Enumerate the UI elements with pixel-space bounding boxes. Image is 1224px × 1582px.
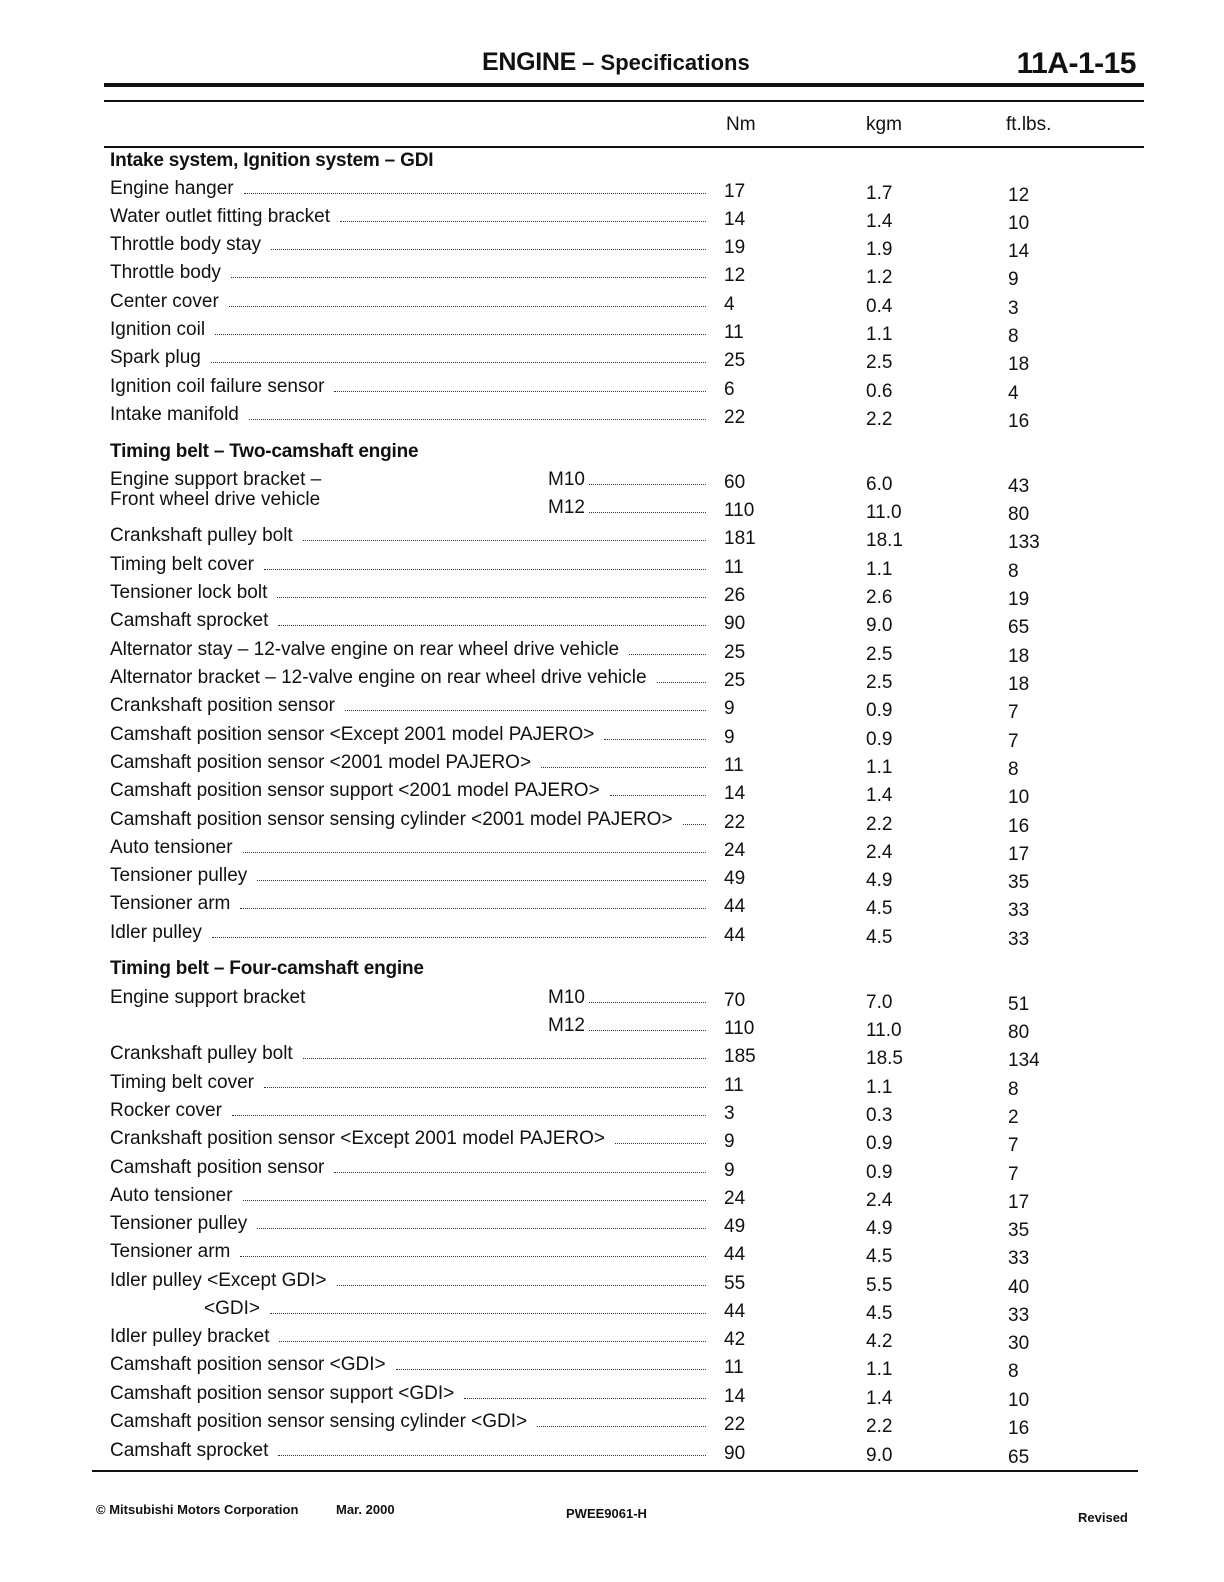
page-title xyxy=(482,48,750,77)
value-nm: 4 xyxy=(724,294,735,315)
spec-row xyxy=(0,724,1224,752)
dot-leader xyxy=(589,512,706,513)
value-ft: 18 xyxy=(1008,646,1030,667)
value-kgm: 7.0 xyxy=(866,992,893,1013)
spec-label: Alternator bracket – 12-valve engine on rear wheel drive vehicle xyxy=(110,667,647,688)
dot-leader xyxy=(231,277,706,278)
dot-leader xyxy=(212,937,706,938)
dot-leader xyxy=(264,569,706,570)
footer-status: Revised xyxy=(1078,1510,1128,1525)
value-nm: 55 xyxy=(724,1273,746,1294)
value-nm: 9 xyxy=(724,1131,735,1152)
value-kgm: 11.0 xyxy=(866,1020,902,1041)
col-header-nm: Nm xyxy=(726,114,756,135)
spec-label: Center cover xyxy=(110,291,219,312)
dot-leader xyxy=(604,739,706,740)
value-nm: 44 xyxy=(724,1244,746,1265)
title-main: ENGINE xyxy=(482,48,577,76)
spec-row xyxy=(0,291,1224,319)
value-kgm: 2.6 xyxy=(866,587,893,608)
header-rule-thin xyxy=(104,100,1144,102)
spec-row xyxy=(0,1100,1224,1128)
value-nm: 11 xyxy=(724,322,744,343)
value-nm: 24 xyxy=(724,1188,746,1209)
spec-label: Crankshaft position sensor <Except 2001 model PAJERO> xyxy=(110,1128,605,1149)
dot-leader xyxy=(345,710,706,711)
value-ft: 8 xyxy=(1008,759,1019,780)
spec-row xyxy=(0,1213,1224,1241)
spec-row xyxy=(0,667,1224,695)
value-ft: 65 xyxy=(1008,1447,1030,1468)
value-kgm: 2.5 xyxy=(866,352,893,373)
value-ft: 7 xyxy=(1008,731,1019,752)
spec-label: Throttle body xyxy=(110,262,221,283)
dot-leader xyxy=(303,1058,706,1059)
spec-row xyxy=(0,497,1224,525)
value-kgm: 2.4 xyxy=(866,842,893,863)
spec-row xyxy=(0,639,1224,667)
spec-row xyxy=(0,262,1224,290)
bolt-size-label: M12 xyxy=(548,1015,585,1036)
dot-leader xyxy=(396,1369,706,1370)
label-line: Engine support bracket – xyxy=(110,469,322,490)
spec-label: Alternator stay – 12-valve engine on rear wheel drive vehicle xyxy=(110,639,620,660)
value-kgm: 11.0 xyxy=(866,502,902,523)
spec-row xyxy=(0,780,1224,808)
value-kgm: 4.9 xyxy=(866,1218,893,1239)
value-ft: 10 xyxy=(1008,1390,1030,1411)
spec-row xyxy=(0,1072,1224,1100)
value-ft: 16 xyxy=(1008,411,1030,432)
value-ft: 8 xyxy=(1008,1079,1019,1100)
value-kgm: 0.3 xyxy=(866,1105,893,1126)
value-nm: 19 xyxy=(724,237,746,258)
spec-label: Camshaft position sensor <Except 2001 model PAJERO> xyxy=(110,724,595,745)
value-kgm: 1.1 xyxy=(866,1077,893,1098)
spec-label: Auto tensioner xyxy=(110,1185,233,1206)
footer-copyright: © Mitsubishi Motors Corporation xyxy=(96,1502,299,1517)
spec-row xyxy=(0,1270,1224,1298)
value-nm: 11 xyxy=(724,755,744,776)
dot-leader xyxy=(243,1200,706,1201)
value-ft: 35 xyxy=(1008,872,1030,893)
spec-row xyxy=(0,582,1224,610)
section-title-four-camshaft: Timing belt – Four-camshaft engine xyxy=(110,958,424,979)
spec-row xyxy=(0,922,1224,950)
value-nm: 22 xyxy=(724,1414,746,1435)
spec-row xyxy=(0,1185,1224,1213)
spec-label: Auto tensioner xyxy=(110,837,233,858)
value-kgm: 1.4 xyxy=(866,1388,893,1409)
value-ft: 16 xyxy=(1008,816,1030,837)
value-ft: 7 xyxy=(1008,1164,1019,1185)
value-kgm: 1.1 xyxy=(866,324,893,345)
dot-leader xyxy=(589,1030,706,1031)
value-nm: 22 xyxy=(724,812,746,833)
spec-row xyxy=(0,1043,1224,1071)
value-nm: 42 xyxy=(724,1329,746,1350)
spec-label: Rocker cover xyxy=(110,1100,222,1121)
dot-leader xyxy=(278,625,706,626)
value-nm: 26 xyxy=(724,585,746,606)
bolt-size-label: M12 xyxy=(548,497,585,518)
dot-leader xyxy=(257,880,706,881)
dot-leader xyxy=(249,419,706,420)
dot-leader xyxy=(303,540,706,541)
label-line: Front wheel drive vehicle xyxy=(110,489,321,510)
value-ft: 80 xyxy=(1008,1022,1030,1043)
value-kgm: 1.4 xyxy=(866,211,893,232)
value-ft: 9 xyxy=(1008,269,1019,290)
spec-label: Crankshaft pulley bolt xyxy=(110,525,293,546)
value-ft: 7 xyxy=(1008,1135,1019,1156)
value-kgm: 0.6 xyxy=(866,381,893,402)
value-kgm: 0.9 xyxy=(866,1162,893,1183)
dot-leader xyxy=(240,908,706,909)
spec-label: Spark plug xyxy=(110,347,201,368)
value-kgm: 2.2 xyxy=(866,409,893,430)
spec-row xyxy=(0,893,1224,921)
spec-label: Camshaft position sensor sensing cylinder <GDI> xyxy=(110,1411,528,1432)
value-ft: 8 xyxy=(1008,326,1019,347)
dot-leader xyxy=(610,795,706,796)
spec-row xyxy=(0,404,1224,432)
value-ft: 33 xyxy=(1008,1305,1030,1326)
dot-leader xyxy=(243,852,706,853)
section-title-intake: Intake system, Ignition system – GDI xyxy=(110,150,434,171)
value-nm: 22 xyxy=(724,407,746,428)
value-kgm: 1.1 xyxy=(866,559,893,580)
value-nm: 181 xyxy=(724,528,756,549)
dot-leader xyxy=(211,362,706,363)
dot-leader xyxy=(215,334,706,335)
value-kgm: 4.2 xyxy=(866,1331,893,1352)
value-nm: 11 xyxy=(724,1357,744,1378)
value-kgm: 2.5 xyxy=(866,672,893,693)
spec-row xyxy=(0,1157,1224,1185)
value-kgm: 1.2 xyxy=(866,267,893,288)
value-ft: 40 xyxy=(1008,1277,1030,1298)
dot-leader xyxy=(629,654,706,655)
spec-row xyxy=(0,1015,1224,1043)
value-kgm: 4.5 xyxy=(866,1303,893,1324)
value-ft: 8 xyxy=(1008,561,1019,582)
value-ft: 17 xyxy=(1008,1192,1030,1213)
value-kgm: 2.5 xyxy=(866,644,893,665)
value-nm: 90 xyxy=(724,1443,746,1464)
dot-leader xyxy=(334,1172,706,1173)
bolt-size-label: M10 xyxy=(548,987,585,1008)
value-ft: 33 xyxy=(1008,900,1030,921)
spec-label: Camshaft sprocket xyxy=(110,610,269,631)
spec-row xyxy=(0,610,1224,638)
value-ft: 8 xyxy=(1008,1361,1019,1382)
value-nm: 110 xyxy=(724,500,755,521)
spec-row xyxy=(0,695,1224,723)
dot-leader xyxy=(271,249,706,250)
spec-row xyxy=(0,469,1224,497)
value-nm: 9 xyxy=(724,698,735,719)
section-title-two-camshaft: Timing belt – Two-camshaft engine xyxy=(110,441,419,462)
dot-leader xyxy=(278,1455,706,1456)
dot-leader xyxy=(541,767,706,768)
value-ft: 43 xyxy=(1008,476,1030,497)
spec-label: Crankshaft pulley bolt xyxy=(110,1043,293,1064)
spec-label: Camshaft position sensor xyxy=(110,1157,325,1178)
table-bottom-rule xyxy=(92,1470,1138,1472)
value-nm: 9 xyxy=(724,1160,735,1181)
value-nm: 49 xyxy=(724,1216,746,1237)
spec-label: Throttle body stay xyxy=(110,234,262,255)
value-ft: 12 xyxy=(1008,185,1030,206)
page-number: 11A-1-15 xyxy=(1016,47,1136,80)
value-kgm: 1.9 xyxy=(866,239,893,260)
value-nm: 12 xyxy=(724,265,746,286)
spec-row xyxy=(0,1383,1224,1411)
value-kgm: 0.9 xyxy=(866,700,893,721)
value-ft: 14 xyxy=(1008,241,1030,262)
value-ft: 3 xyxy=(1008,298,1019,319)
value-nm: 14 xyxy=(724,1386,746,1407)
value-kgm: 2.2 xyxy=(866,1416,893,1437)
dot-leader xyxy=(334,391,706,392)
dot-leader xyxy=(683,824,706,825)
spec-label: Ignition coil xyxy=(110,319,206,340)
value-ft: 18 xyxy=(1008,674,1030,695)
value-nm: 44 xyxy=(724,925,746,946)
value-ft: 10 xyxy=(1008,213,1030,234)
spec-label: Tensioner arm xyxy=(110,893,231,914)
value-kgm: 5.5 xyxy=(866,1275,893,1296)
value-kgm: 1.1 xyxy=(866,757,893,778)
title-separator: – xyxy=(576,50,601,75)
value-kgm: 1.1 xyxy=(866,1359,893,1380)
value-nm: 6 xyxy=(724,379,735,400)
spec-row xyxy=(0,206,1224,234)
dot-leader xyxy=(264,1087,706,1088)
dot-leader xyxy=(229,306,706,307)
spec-label: Crankshaft position sensor xyxy=(110,695,335,716)
value-ft: 35 xyxy=(1008,1220,1030,1241)
value-nm: 44 xyxy=(724,1301,746,1322)
dot-leader xyxy=(589,1002,706,1003)
value-kgm: 1.4 xyxy=(866,785,893,806)
spec-label: Engine support bracket xyxy=(110,987,306,1008)
value-kgm: 0.9 xyxy=(866,1133,893,1154)
dot-leader xyxy=(589,484,706,485)
dot-leader xyxy=(270,1313,706,1314)
value-ft: 18 xyxy=(1008,354,1030,375)
value-ft: 133 xyxy=(1008,532,1040,553)
spec-row xyxy=(0,319,1224,347)
spec-row xyxy=(0,1241,1224,1269)
spec-row xyxy=(0,178,1224,206)
spec-row xyxy=(0,554,1224,582)
dot-leader xyxy=(537,1426,706,1427)
value-kgm: 6.0 xyxy=(866,474,893,495)
spec-label: Camshaft sprocket xyxy=(110,1440,269,1461)
value-kgm: 9.0 xyxy=(866,615,893,636)
dot-leader xyxy=(615,1143,706,1144)
spec-row xyxy=(0,1298,1224,1326)
value-ft: 7 xyxy=(1008,702,1019,723)
value-ft: 134 xyxy=(1008,1050,1040,1071)
value-nm: 17 xyxy=(724,181,746,202)
spec-row xyxy=(0,987,1224,1015)
value-ft: 51 xyxy=(1008,994,1030,1015)
value-nm: 14 xyxy=(724,783,746,804)
spec-label: Tensioner lock bolt xyxy=(110,582,268,603)
spec-row xyxy=(0,752,1224,780)
value-kgm: 4.5 xyxy=(866,898,893,919)
value-nm: 24 xyxy=(724,840,746,861)
value-kgm: 0.9 xyxy=(866,729,893,750)
value-ft: 10 xyxy=(1008,787,1030,808)
spec-row xyxy=(0,1354,1224,1382)
value-kgm: 1.7 xyxy=(866,183,893,204)
value-nm: 3 xyxy=(724,1103,735,1124)
value-nm: 11 xyxy=(724,1075,744,1096)
value-nm: 60 xyxy=(724,472,746,493)
value-ft: 17 xyxy=(1008,844,1030,865)
value-kgm: 18.5 xyxy=(866,1048,903,1069)
value-nm: 25 xyxy=(724,642,746,663)
value-kgm: 4.9 xyxy=(866,870,893,891)
spec-row xyxy=(0,1326,1224,1354)
spec-row xyxy=(0,865,1224,893)
spec-label: Timing belt cover xyxy=(110,1072,254,1093)
value-kgm: 2.4 xyxy=(866,1190,893,1211)
dot-leader xyxy=(337,1285,706,1286)
value-nm: 185 xyxy=(724,1046,756,1067)
spec-row xyxy=(0,234,1224,262)
spec-label: Tensioner pulley xyxy=(110,865,248,886)
spec-label: Idler pulley xyxy=(110,922,202,943)
spec-label: Camshaft position sensor <2001 model PAJERO> xyxy=(110,752,532,773)
value-kgm: 0.4 xyxy=(866,296,893,317)
value-ft: 80 xyxy=(1008,504,1030,525)
spec-row xyxy=(0,347,1224,375)
footer-code: PWEE9061-H xyxy=(566,1506,647,1521)
spec-label: Camshaft position sensor support <2001 model PAJERO> xyxy=(110,780,600,801)
spec-row xyxy=(0,525,1224,553)
title-sub: Specifications xyxy=(600,50,750,75)
value-ft: 33 xyxy=(1008,929,1030,950)
dot-leader xyxy=(277,597,706,598)
value-kgm: 4.5 xyxy=(866,927,893,948)
value-nm: 25 xyxy=(724,670,746,691)
value-kgm: 18.1 xyxy=(866,530,903,551)
col-header-ftlbs: ft.lbs. xyxy=(1006,114,1052,135)
spec-row xyxy=(0,376,1224,404)
dot-leader xyxy=(340,221,706,222)
col-header-kgm: kgm xyxy=(866,114,902,135)
dot-leader xyxy=(232,1115,706,1116)
spec-label: Camshaft position sensor sensing cylinder <2001 model PAJERO> xyxy=(110,809,673,830)
spec-label: Camshaft position sensor support <GDI> xyxy=(110,1383,455,1404)
spec-label: Intake manifold xyxy=(110,404,239,425)
spec-label: <GDI> xyxy=(204,1298,260,1319)
spec-label: Camshaft position sensor <GDI> xyxy=(110,1354,386,1375)
spec-label: Timing belt cover xyxy=(110,554,254,575)
value-nm: 14 xyxy=(724,209,746,230)
value-nm: 90 xyxy=(724,613,746,634)
value-ft: 2 xyxy=(1008,1107,1019,1128)
value-nm: 49 xyxy=(724,868,746,889)
value-kgm: 9.0 xyxy=(866,1445,893,1466)
value-nm: 44 xyxy=(724,896,746,917)
dot-leader xyxy=(257,1228,706,1229)
spec-label: Engine hanger xyxy=(110,178,234,199)
spec-row xyxy=(0,809,1224,837)
value-kgm: 4.5 xyxy=(866,1246,893,1267)
value-nm: 110 xyxy=(724,1018,755,1039)
dot-leader xyxy=(464,1398,706,1399)
value-ft: 4 xyxy=(1008,383,1019,404)
value-kgm: 2.2 xyxy=(866,814,893,835)
dot-leader xyxy=(244,193,706,194)
value-ft: 16 xyxy=(1008,1418,1030,1439)
spec-label: Idler pulley <Except GDI> xyxy=(110,1270,327,1291)
value-nm: 9 xyxy=(724,727,735,748)
value-ft: 30 xyxy=(1008,1333,1030,1354)
spec-label: Ignition coil failure sensor xyxy=(110,376,325,397)
value-ft: 33 xyxy=(1008,1248,1030,1269)
column-header-rule xyxy=(104,146,1144,148)
header-rule-thick xyxy=(104,83,1144,87)
value-nm: 70 xyxy=(724,990,746,1011)
value-nm: 25 xyxy=(724,350,746,371)
dot-leader xyxy=(657,682,706,683)
spec-row xyxy=(0,1411,1224,1439)
spec-row xyxy=(0,837,1224,865)
dot-leader xyxy=(279,1341,706,1342)
footer-date: Mar. 2000 xyxy=(336,1502,395,1517)
spec-label: Tensioner pulley xyxy=(110,1213,248,1234)
spec-label: Tensioner arm xyxy=(110,1241,231,1262)
spec-row xyxy=(0,1440,1224,1468)
dot-leader xyxy=(240,1256,706,1257)
spec-label: Idler pulley bracket xyxy=(110,1326,270,1347)
value-nm: 11 xyxy=(724,557,744,578)
spec-row xyxy=(0,1128,1224,1156)
value-ft: 65 xyxy=(1008,617,1030,638)
value-ft: 19 xyxy=(1008,589,1030,610)
spec-label: Water outlet fitting bracket xyxy=(110,206,331,227)
bolt-size-label: M10 xyxy=(548,469,585,490)
